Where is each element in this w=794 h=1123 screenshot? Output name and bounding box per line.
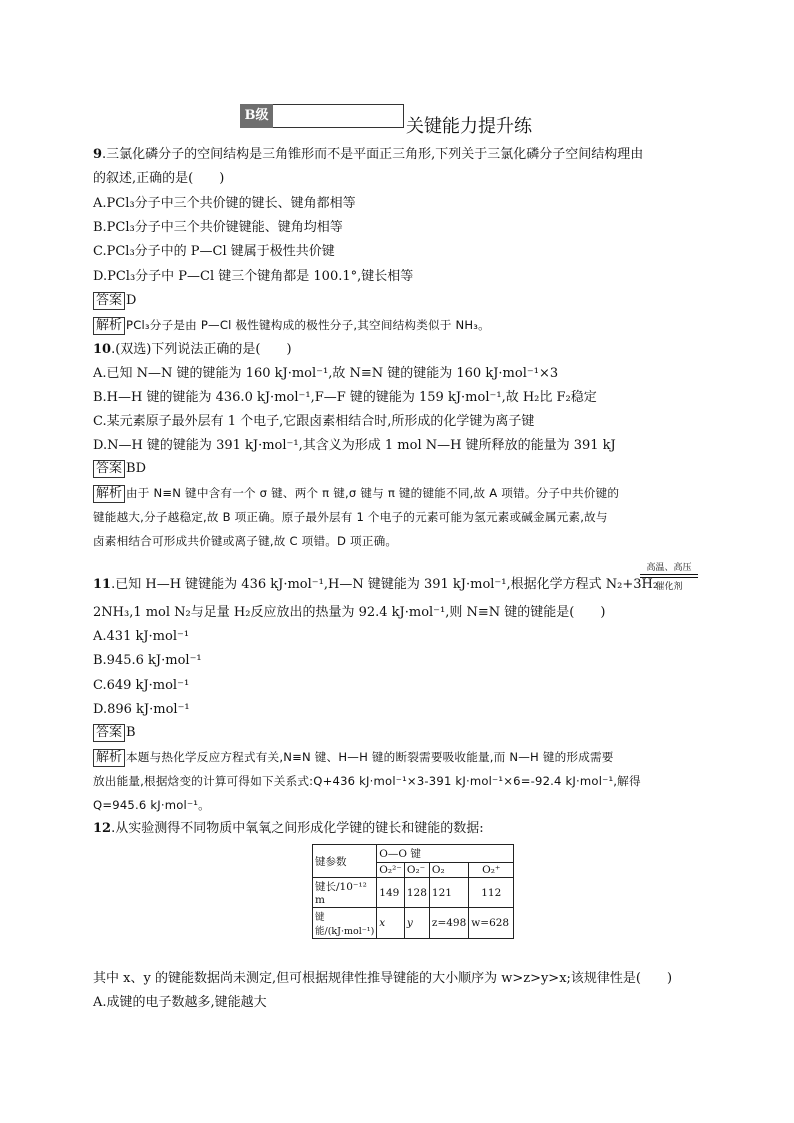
arrow-bottom-label: 催化剂 — [655, 582, 683, 592]
table-cell: y — [404, 908, 429, 939]
q11-option-b: B.945.6 kJ·mol⁻¹ — [93, 653, 202, 668]
q10-stem — [93, 341, 292, 359]
q9-answer-value: D — [126, 293, 137, 308]
q9-option-b: B.PCl₃分子中三个共价键键能、键角均相等 — [93, 220, 343, 235]
table-cell: w=628 — [469, 908, 514, 939]
table-cell: 149 — [377, 878, 405, 908]
q11-stem-line1 — [93, 576, 658, 594]
q9-explanation-text: PCl₃分子是由 P—Cl 极性键构成的极性分子,其空间结构类似于 NH₃。 — [126, 318, 490, 332]
q10-option-b: B.H—H 键的键能为 436.0 kJ·mol⁻¹,F—F 键的键能为 159 kJ·mol⁻¹,故 H₂比 F₂稳定 — [93, 390, 597, 405]
q10-explanation-line2: 键能越大,分子越稳定,故 B 项正确。原子最外层有 1 个电子的元素可能为氢元素或碱金属元素,故与 — [93, 510, 608, 524]
q10-option-d: D.N—H 键的键能为 391 kJ·mol⁻¹,其含义为形成 1 mol N—H 键所释放的能量为 391 kJ — [93, 438, 616, 453]
answer-tag: 答案 — [93, 460, 125, 478]
q11-answer-value: B — [126, 725, 136, 740]
table-cell: z=498 — [429, 908, 468, 939]
q10-explanation-line1 — [93, 484, 619, 503]
table-species: O₂ — [429, 863, 468, 878]
q11-number: 11 — [93, 577, 112, 592]
q12-stem-text: .从实验测得不同物质中氧氧之间形成化学键的键长和键能的数据: — [111, 821, 484, 836]
table-row-label: 键长/10⁻¹² m — [313, 878, 377, 908]
table-group-header: O—O 键 — [377, 845, 514, 863]
q9-stem-line2: 的叙述,正确的是( ) — [93, 171, 225, 186]
table-cell: 121 — [429, 878, 468, 908]
q12-option-a: A.成键的电子数越多,键能越大 — [93, 995, 267, 1010]
q10-answer — [93, 460, 146, 478]
q10-option-c: C.某元素原子最外层有 1 个电子,它跟卤素相结合时,所形成的化学键为离子键 — [93, 414, 535, 429]
q11-option-d: D.896 kJ·mol⁻¹ — [93, 702, 190, 717]
explanation-tag: 解析 — [93, 749, 125, 767]
q9-option-a: A.PCl₃分子中三个共价键的键长、键角都相等 — [93, 196, 356, 211]
q11-option-c: C.649 kJ·mol⁻¹ — [93, 678, 190, 693]
table-row-label: 键能/(kJ·mol⁻¹) — [313, 908, 377, 939]
table-species: O₂⁺ — [469, 863, 514, 878]
q11-answer — [93, 724, 136, 742]
q11-stem-line2: 2NH₃,1 mol N₂与足量 H₂反应放出的热量为 92.4 kJ·mol⁻¹,则 N≡N 键的键能是( ) — [93, 605, 606, 620]
q11-explanation-line3: Q=945.6 kJ·mol⁻¹。 — [93, 798, 210, 812]
q10-explanation-text1: 由于 N≡N 键中含有一个 σ 键、两个 π 键,σ 键与 π 键的键能不同,故 A 项错。分子中共价键的 — [126, 486, 620, 500]
table-species: O₂²⁻ — [377, 863, 405, 878]
explanation-tag: 解析 — [93, 485, 125, 503]
q11-explanation-line2: 放出能量,根据焓变的计算可得如下关系式:Q+436 kJ·mol⁻¹×3-391 kJ·mol⁻¹×6=-92.4 kJ·mol⁻¹,解得 — [93, 774, 641, 788]
bond-parameter-table — [312, 844, 514, 939]
q9-option-d: D.PCl₃分子中 P—Cl 键三个键角都是 100.1°,键长相等 — [93, 269, 414, 284]
q9-number: 9 — [93, 147, 103, 162]
q9-answer — [93, 292, 136, 310]
q11-stem-text: .已知 H—H 键键能为 436 kJ·mol⁻¹,H—N 键键能为 391 kJ·mol⁻¹,根据化学方程式 N₂+3H₂ — [111, 577, 659, 592]
explanation-tag: 解析 — [93, 317, 125, 335]
q10-stem-text: .(双选)下列说法正确的是( ) — [111, 342, 292, 357]
table-cell: 128 — [404, 878, 429, 908]
reaction-condition-arrow — [640, 560, 698, 592]
arrow-top-label: 高温、高压 — [646, 563, 692, 573]
table-cell: x — [377, 908, 405, 939]
level-badge: B级 — [240, 104, 273, 128]
table-param-header: 键参数 — [313, 845, 377, 878]
q10-option-a: A.已知 N—N 键的键能为 160 kJ·mol⁻¹,故 N≡N 键的键能为 160 kJ·mol⁻¹×3 — [93, 366, 559, 381]
q12-stem — [93, 820, 484, 838]
q9-stem-line1 — [93, 146, 643, 164]
q12-after-table: 其中 x、y 的键能数据尚未测定,但可根据规律性推导键能的大小顺序为 w>z>y>x;该规律性是( ) — [93, 971, 673, 986]
q11-explanation-text1: 本题与热化学反应方程式有关,N≡N 键、H—H 键的断裂需要吸收能量,而 N—H 键的形成需要 — [126, 750, 614, 764]
q9-stem-text: .三氯化磷分子的空间结构是三角锥形而不是平面正三角形,下列关于三氯化磷分子空间结构理由 — [102, 147, 644, 162]
section-title: 关键能力提升练 — [406, 116, 532, 137]
answer-tag: 答案 — [93, 292, 125, 310]
arrow-line-top — [640, 574, 698, 575]
q10-number: 10 — [93, 342, 112, 357]
q11-explanation-line1 — [93, 748, 614, 767]
table-cell: 112 — [469, 878, 514, 908]
q10-explanation-line3: 卤素相结合可形成共价键或离子键,故 C 项错。D 项正确。 — [93, 534, 398, 548]
q10-answer-value: BD — [126, 461, 146, 476]
header-blank-box — [273, 104, 404, 128]
q9-option-c: C.PCl₃分子中的 P—Cl 键属于极性共价键 — [93, 244, 335, 259]
q9-explanation — [93, 316, 490, 335]
answer-tag: 答案 — [93, 724, 125, 742]
arrow-line-bottom — [640, 577, 698, 578]
q11-option-a: A.431 kJ·mol⁻¹ — [93, 629, 190, 644]
table-species: O₂⁻ — [404, 863, 429, 878]
q12-number: 12 — [93, 821, 112, 836]
